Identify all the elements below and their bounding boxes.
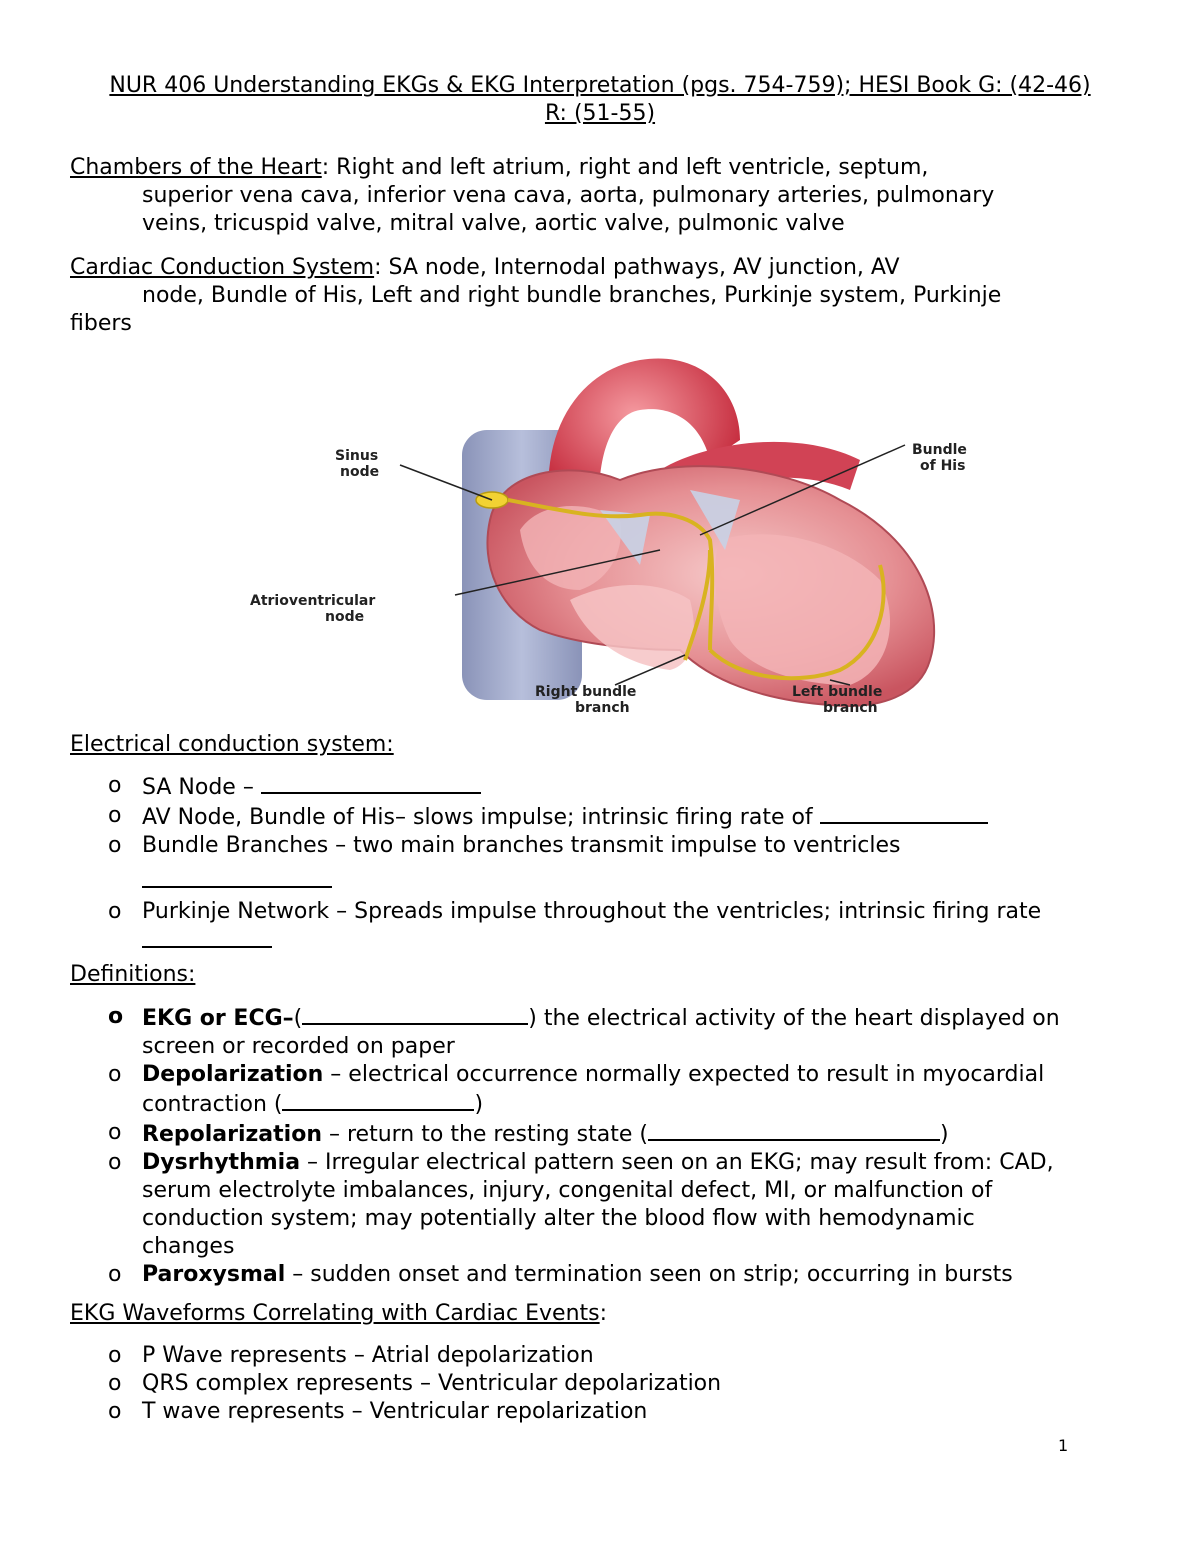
- answer-blank[interactable]: [142, 926, 272, 948]
- def-text: – Irregular electrical pattern seen on an EKG; may result from: CAD,: [300, 1150, 1054, 1175]
- document-title: [0, 72, 1200, 128]
- list-item: [100, 802, 1120, 832]
- label-sinus-node-1: Sinus: [335, 448, 379, 464]
- definitions-heading: Definitions:: [70, 962, 196, 987]
- list-item: [100, 898, 1120, 956]
- def-text: (: [293, 1006, 303, 1031]
- label-av-node-2: node: [325, 609, 365, 625]
- def-text: – electrical occurrence normally expected to result in myocardial: [323, 1062, 1045, 1087]
- label-left-bundle-2: branch: [823, 700, 878, 716]
- label-bundle-of-his-1: Bundle: [912, 442, 967, 458]
- right-ventricle: [570, 585, 694, 670]
- def-term: Dysrhythmia: [142, 1150, 301, 1175]
- list-item: [100, 1119, 1120, 1149]
- page-number: 1: [1058, 1436, 1069, 1455]
- def-text: serum electrolyte imbalances, injury, congenital defect, MI, or malfunction of: [142, 1178, 993, 1203]
- def-text: ) the electrical activity of the heart displayed on: [528, 1006, 1060, 1031]
- answer-blank[interactable]: [142, 866, 332, 888]
- waveforms-heading-row: [70, 1300, 607, 1328]
- electrical-heading: Electrical conduction system:: [70, 732, 394, 757]
- electrical-list: [100, 772, 1120, 956]
- label-sinus-node-2: node: [340, 464, 380, 480]
- def-text: – sudden onset and termination seen on strip; occurring in bursts: [285, 1262, 1013, 1287]
- definitions-list: [100, 1003, 1120, 1289]
- waveforms-colon: :: [599, 1301, 608, 1326]
- def-text: – return to the resting state (: [322, 1122, 648, 1147]
- def-text: ): [939, 1122, 949, 1147]
- answer-blank[interactable]: [261, 772, 481, 794]
- answer-blank[interactable]: [820, 802, 988, 824]
- conduction-line-1: : SA node, Internodal pathways, AV junction, AV: [374, 255, 900, 280]
- conduction-label: Cardiac Conduction System: [70, 255, 375, 280]
- label-right-bundle-1: Right bundle: [535, 684, 637, 700]
- list-item: [100, 772, 1120, 802]
- item-text: Purkinje Network – Spreads impulse throughout the ventricles; intrinsic firing rate: [142, 899, 1042, 924]
- def-term: EKG or ECG–: [142, 1006, 294, 1031]
- def-text: changes: [142, 1234, 235, 1259]
- label-av-node-1: Atrioventricular: [250, 593, 376, 609]
- conduction-line-3: fibers: [70, 311, 132, 336]
- list-item: o T wave represents – Ventricular repolarization: [100, 1398, 1120, 1426]
- def-text: conduction system; may potentially alter the blood flow with hemodynamic: [142, 1206, 975, 1231]
- list-item: [100, 1149, 1120, 1261]
- label-bundle-of-his-2: of His: [920, 458, 966, 474]
- chambers-label: Chambers of the Heart: [70, 155, 322, 180]
- list-item: [100, 1061, 1120, 1119]
- def-term: Repolarization: [142, 1122, 322, 1147]
- def-text: contraction (: [142, 1092, 283, 1117]
- heart-conduction-figure: [240, 350, 970, 720]
- list-item: [100, 1003, 1120, 1061]
- item-text: Bundle Branches – two main branches transmit impulse to ventricles: [142, 833, 901, 858]
- chambers-line-1: : Right and left atrium, right and left ventricle, septum,: [321, 155, 929, 180]
- answer-blank[interactable]: [302, 1003, 528, 1025]
- chambers-line-3: veins, tricuspid valve, mitral valve, aortic valve, pulmonic valve: [142, 211, 845, 236]
- list-item: [100, 1261, 1120, 1289]
- conduction-paragraph: [70, 254, 1001, 338]
- chambers-line-2: superior vena cava, inferior vena cava, aorta, pulmonary arteries, pulmonary: [142, 183, 995, 208]
- list-item: [100, 832, 1120, 896]
- label-right-bundle-2: branch: [575, 700, 630, 716]
- conduction-line-2: node, Bundle of His, Left and right bundle branches, Purkinje system, Purkinje: [142, 283, 1002, 308]
- waveforms-list: [100, 1342, 1120, 1426]
- answer-blank[interactable]: [282, 1089, 474, 1111]
- answer-blank[interactable]: [648, 1119, 940, 1141]
- def-text: ): [474, 1092, 484, 1117]
- def-term: Paroxysmal: [142, 1262, 286, 1287]
- list-item: o P Wave represents – Atrial depolarization: [100, 1342, 1120, 1370]
- waveforms-heading: EKG Waveforms Correlating with Cardiac Events: [70, 1301, 600, 1326]
- def-term: Depolarization: [142, 1062, 324, 1087]
- item-text: AV Node, Bundle of His– slows impulse; intrinsic firing rate of: [142, 805, 820, 830]
- def-text: screen or recorded on paper: [142, 1034, 455, 1059]
- label-left-bundle-1: Left bundle: [792, 684, 883, 700]
- title-line-1: NUR 406 Understanding EKGs & EKG Interpretation (pgs. 754-759); HESI Book G: (42-46): [109, 73, 1091, 98]
- title-line-2: R: (51-55): [544, 101, 656, 126]
- chambers-paragraph: [70, 154, 994, 238]
- list-item: o QRS complex represents – Ventricular depolarization: [100, 1370, 1120, 1398]
- item-text: SA Node –: [142, 775, 261, 800]
